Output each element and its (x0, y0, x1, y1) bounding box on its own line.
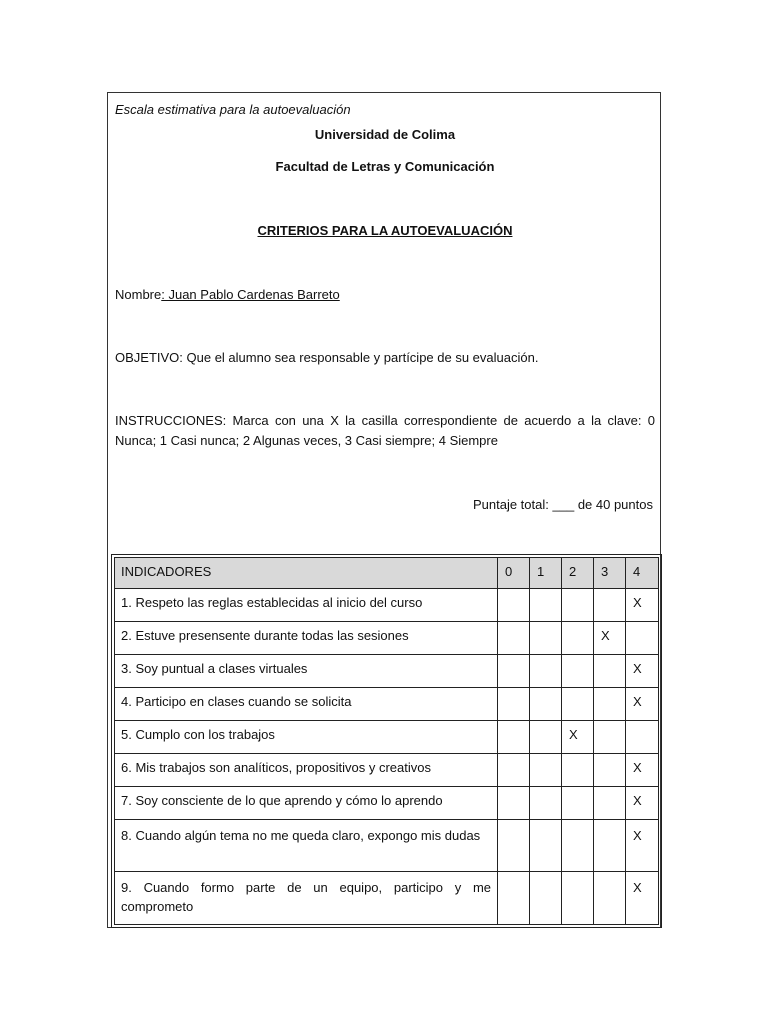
score-cell-4[interactable]: X (626, 787, 658, 820)
score-cell-0[interactable] (498, 688, 530, 721)
score-cell-4[interactable]: X (626, 820, 658, 872)
score-cell-3[interactable] (594, 820, 626, 872)
indicator-cell: 6. Mis trabajos son analíticos, propositivos y creativos (115, 754, 498, 787)
score-cell-4[interactable]: X (626, 589, 658, 622)
total-score-label: Puntaje total: (472, 497, 549, 512)
indicators-table (114, 557, 659, 925)
indicator-cell: 4. Participo en clases cuando se solicita (115, 688, 498, 721)
score-cell-3[interactable] (594, 655, 626, 688)
score-cell-2[interactable] (562, 754, 594, 787)
table-row (115, 622, 658, 655)
score-cell-2[interactable] (562, 655, 594, 688)
score-cell-0[interactable] (498, 655, 530, 688)
score-cell-2[interactable] (562, 622, 594, 655)
score-cell-3[interactable] (594, 872, 626, 924)
indicator-cell: 2. Estuve presensente durante todas las sesiones (115, 622, 498, 655)
column-header-3: 3 (594, 558, 626, 589)
indicator-cell: 1. Respeto las reglas establecidas al inicio del curso (115, 589, 498, 622)
score-cell-2[interactable] (562, 872, 594, 924)
indicator-cell: 7. Soy consciente de lo que aprendo y cómo lo aprendo (115, 787, 498, 820)
score-cell-1[interactable] (530, 820, 562, 872)
table-row (115, 872, 658, 924)
score-cell-1[interactable] (530, 688, 562, 721)
score-cell-3[interactable] (594, 688, 626, 721)
score-cell-3[interactable]: X (594, 622, 626, 655)
indicator-cell: 8. Cuando algún tema no me queda claro, expongo mis dudas (115, 820, 498, 872)
document-subtitle: Escala estimativa para la autoevaluación (115, 102, 351, 117)
score-cell-0[interactable] (498, 754, 530, 787)
student-name-line (115, 286, 340, 303)
indicator-cell: 3. Soy puntual a clases virtuales (115, 655, 498, 688)
score-cell-2[interactable] (562, 589, 594, 622)
page-title: CRITERIOS PARA LA AUTOEVALUACIÓN (257, 223, 513, 238)
score-cell-3[interactable] (594, 787, 626, 820)
score-cell-0[interactable] (498, 721, 530, 754)
indicator-cell: 9. Cuando formo parte de un equipo, participo y me comprometo (115, 872, 498, 924)
score-cell-1[interactable] (530, 787, 562, 820)
score-cell-1[interactable] (530, 655, 562, 688)
objective-text: OBJETIVO: Que el alumno sea responsable y partícipe de su evaluación. (115, 350, 539, 365)
score-cell-1[interactable] (530, 721, 562, 754)
score-cell-2[interactable] (562, 688, 594, 721)
column-header-indicators: INDICADORES (115, 558, 498, 589)
score-cell-4[interactable]: X (626, 754, 658, 787)
score-cell-0[interactable] (498, 787, 530, 820)
student-name-value: : Juan Pablo Cardenas Barreto (161, 287, 340, 302)
score-cell-1[interactable] (530, 754, 562, 787)
table-row (115, 787, 658, 820)
column-header-0: 0 (498, 558, 530, 589)
score-cell-3[interactable] (594, 721, 626, 754)
evaluation-sheet (107, 92, 661, 928)
student-name-label: Nombre (115, 287, 162, 302)
total-score-blank: ___ (552, 497, 575, 512)
score-cell-4[interactable]: X (626, 655, 658, 688)
indicator-cell: 5. Cumplo con los trabajos (115, 721, 498, 754)
score-cell-2[interactable]: X (562, 721, 594, 754)
score-cell-0[interactable] (498, 622, 530, 655)
column-header-4: 4 (626, 558, 658, 589)
score-cell-1[interactable] (530, 589, 562, 622)
faculty-name: Facultad de Letras y Comunicación (275, 159, 495, 174)
university-name: Universidad de Colima (314, 127, 456, 142)
score-cell-4[interactable] (626, 622, 658, 655)
table-row (115, 688, 658, 721)
score-cell-3[interactable] (594, 589, 626, 622)
table-row (115, 721, 658, 754)
score-cell-4[interactable]: X (633, 880, 642, 895)
table-row (115, 655, 658, 688)
score-cell-2[interactable] (562, 787, 594, 820)
score-cell-1[interactable] (530, 622, 562, 655)
total-score-suffix: de 40 puntos (577, 497, 653, 512)
score-cell-2[interactable] (562, 820, 594, 872)
score-cell-0[interactable] (498, 872, 530, 924)
table-row (115, 820, 658, 872)
table-row (115, 754, 658, 787)
score-cell-4[interactable]: X (626, 688, 658, 721)
column-header-1: 1 (530, 558, 562, 589)
column-header-2: 2 (562, 558, 594, 589)
instructions-text: INSTRUCCIONES: Marca con una X la casilla correspondiente de acuerdo a la clave: 0 Nunca; 1 Casi nunca; 2 Algunas veces, 3 Casi siempre; 4 Siempre (115, 413, 655, 448)
score-cell-1[interactable] (530, 872, 562, 924)
total-score (473, 496, 653, 513)
score-cell-4[interactable] (626, 721, 658, 754)
score-cell-0[interactable] (498, 820, 530, 872)
score-cell-0[interactable] (498, 589, 530, 622)
table-header-row (115, 558, 658, 589)
score-cell-3[interactable] (594, 754, 626, 787)
table-row (115, 589, 658, 622)
